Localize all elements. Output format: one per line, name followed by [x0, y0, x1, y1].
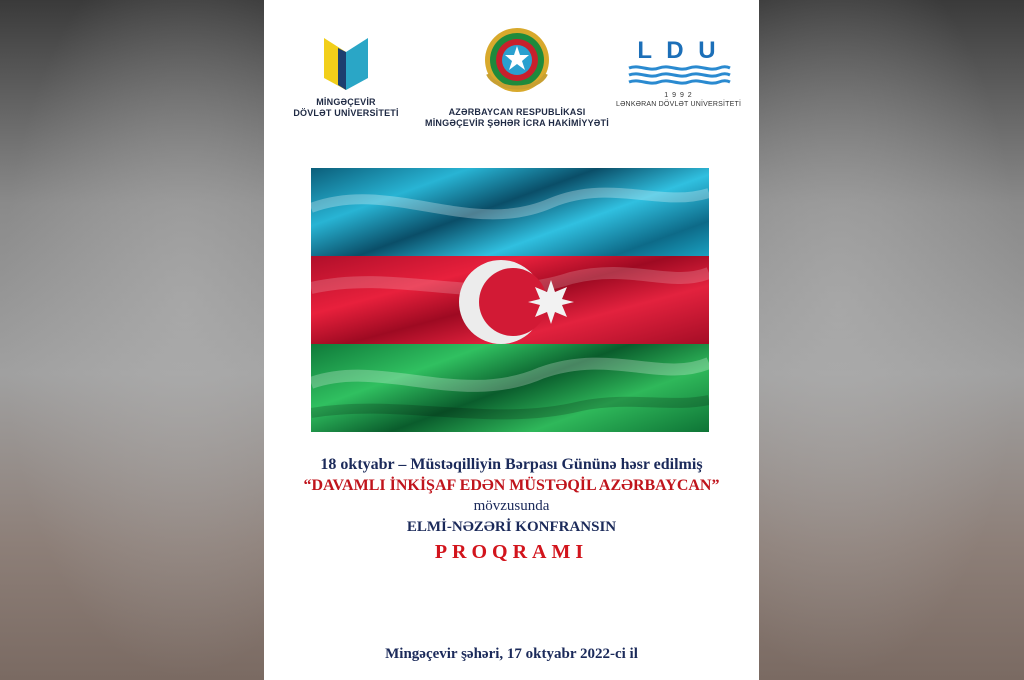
conference-title: ELMİ-NƏZƏRİ KONFRANSIN: [406, 519, 617, 535]
state-emblem-icon: [482, 22, 552, 102]
conference-theme: “DAVAMLI İNKİŞAF EDƏN MÜSTƏQİL AZƏRBAYCAN”: [303, 477, 720, 494]
program-heading: PROQRAMI: [434, 541, 589, 563]
document-page: [264, 0, 759, 680]
ldu-letters: L D U: [637, 37, 720, 64]
state-emblem-logo: [422, 22, 612, 129]
place-and-date: Mingəçevir şəhəri, 17 oktyabr 2022-ci il: [385, 646, 638, 662]
ldu-year: 1 9 9 2: [664, 92, 693, 99]
azerbaijan-flag: [311, 168, 709, 432]
ldu-logo: [616, 38, 741, 109]
mdu-name-line1: MİNGƏÇEVİR: [316, 97, 376, 107]
topic-word: mövzusunda: [473, 498, 550, 514]
crescent-and-star-icon: [311, 168, 709, 432]
mdu-logo: [286, 30, 406, 119]
dedication-line: 18 oktyabr – Müstəqilliyin Bərpası Gününə həsr edilmiş: [320, 456, 703, 473]
mdu-logo-mark-icon: [286, 30, 406, 92]
mdu-name-line2: DÖVLƏT UNİVERSİTETİ: [293, 108, 399, 118]
ldu-caption: LƏNKƏRAN DÖVLƏT UNİVERSİTETİ: [616, 101, 742, 108]
background-left: [0, 0, 264, 680]
government-line2: MİNGƏÇEVİR ŞƏHƏR İCRA HAKİMİYYƏTİ: [425, 118, 609, 128]
ldu-waves-icon: [624, 64, 734, 86]
background-right: [759, 0, 1024, 680]
government-line1: AZƏRBAYCAN RESPUBLİKASI: [448, 107, 586, 117]
